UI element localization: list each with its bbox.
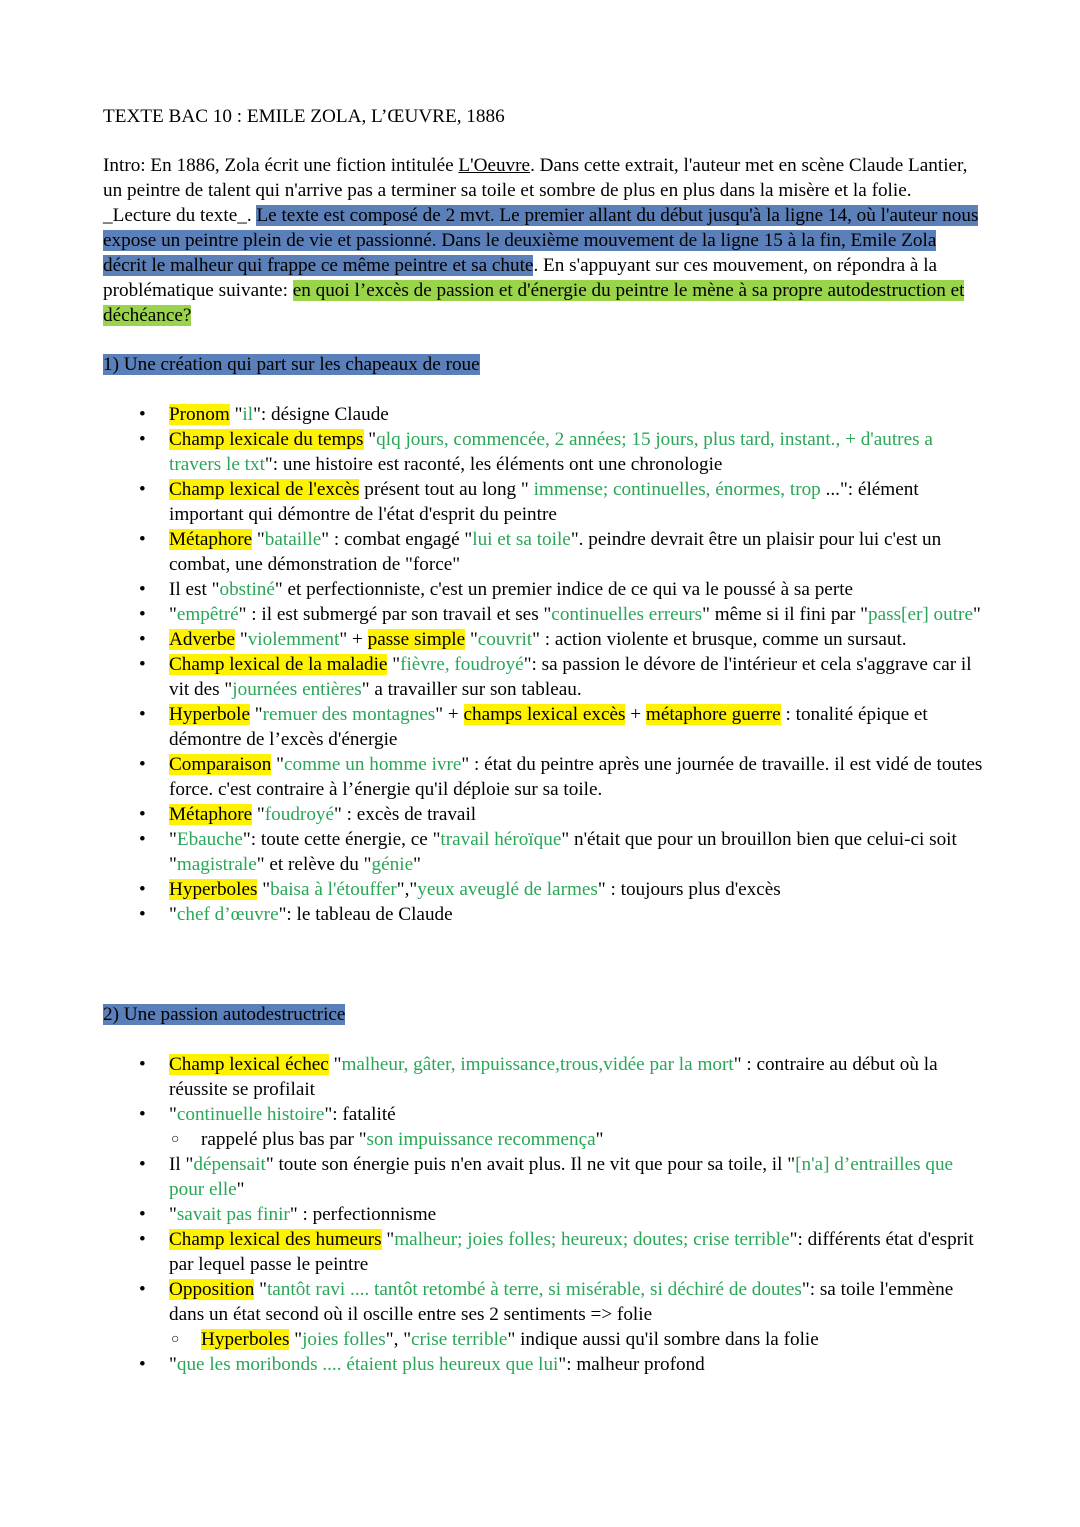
list-item [169,1352,983,1377]
sub-list-item [201,1127,983,1152]
quote: continuelle histoire [176,1104,325,1125]
text: " [465,629,478,650]
quote: obstiné [219,579,275,600]
text: " [381,1229,395,1250]
intro-text-1: Intro: En 1886, Zola écrit une fiction intitulée [103,155,459,176]
list-item [169,827,983,877]
quote: yeux aveuglé de larmes [417,879,598,900]
text: " et relève du " [256,854,372,875]
text: " [252,804,265,825]
text: " [363,429,377,450]
problematic-highlight: en quoi l’excès de passion et d'énergie du peintre le mène à sa propre autodestruction et déchéance? [103,280,965,326]
list-item [169,1202,983,1227]
text: " [250,704,263,725]
quote: il [242,404,254,425]
text: " [169,829,177,850]
quote: crise terrible [411,1329,508,1350]
list-item [169,627,983,652]
quote: pass[er] outre [868,604,973,625]
text: Il est " [169,579,220,600]
quote: lui et sa toile [472,529,571,550]
document-title: TEXTE BAC 10 : EMILE ZOLA, L’ŒUVRE, 1886 [103,106,505,127]
list-item [169,527,983,577]
text: " [169,1204,177,1225]
quote: malheur, gâter, impuissance,trous,vidée par la mort [341,1054,734,1075]
text: " [229,404,243,425]
list-item [169,702,983,752]
text: " : état du peintre après une journée de travaille. il est vidé de toutes force. c'est contraire à l’énergie qu'il déploie sur sa toile. [169,754,983,800]
term-highlight: Hyperbole [169,704,250,725]
quote: [n'a] d’entrailles que pour elle [169,1154,954,1200]
quote: chef d’œuvre [176,904,279,925]
text: " [289,1329,303,1350]
text: " même si il fini par " [702,604,869,625]
quote: travail héroïque [440,829,562,850]
term-highlight: Champ lexicale du temps [169,429,364,450]
text: " [972,604,981,625]
document-page [103,104,983,1377]
text: " n'était que pour un brouillon bien que celui-ci soit " [169,829,957,875]
sub-list [169,1327,983,1352]
sub-list [169,1127,983,1152]
list-item [169,1277,983,1352]
work-title: L'Oeuvre [458,155,531,176]
text: " [169,1104,177,1125]
intro-text-2: . Dans cette extrait, l'auteur met en scène Claude Lantier, un peintre de talent qui n'arrive pas a terminer sa toile et sombre de plus en plus dans la misère et la folie. _Lecture du texte_. [103,155,968,226]
text: " [328,1054,342,1075]
text: " [271,754,284,775]
quote: malheur; joies folles; heureux; doutes; crise terrible [394,1229,790,1250]
sub-list-item [201,1327,983,1352]
text: présent tout au long " [359,479,534,500]
quote: comme un homme ivre [283,754,462,775]
term-highlight: Métaphore [169,529,253,550]
intro-plan-highlight: Le texte est composé de 2 mvt. Le premier allant du début jusqu'à la ligne 14, où l'auteur nous expose un peintre plein de vie et passionné. Dans le deuxième mouvement de la ligne 15 à la fin, Emile Zola décrit le malheur qui frappe ce même peintre et sa chute [103,205,979,276]
text: ": sa passion le dévore de l'intérieur et cela s'aggrave car il vit des " [169,654,972,700]
quote: que les moribonds .... étaient plus heureux que lui [176,1354,559,1375]
text: + [625,704,646,725]
list-item [169,1052,983,1102]
quote: son impuissance recommença [366,1129,596,1150]
term-highlight: Champ lexical des humeurs [169,1229,382,1250]
quote: savait pas finir [176,1204,290,1225]
text: Il " [169,1154,194,1175]
quote: baisa à l'étouffer [270,879,397,900]
term-highlight: Champ lexical échec [169,1054,329,1075]
section-2-list [103,1052,983,1377]
term-highlight: champs lexical excès [463,704,626,725]
term-highlight: Comparaison [169,754,272,775]
text: " a travailler sur son tableau. [361,679,582,700]
text: rappelé plus bas par " [201,1129,367,1150]
section-2-heading: 2) Une passion autodestructrice [103,1004,346,1025]
text: ...": élément important qui démontre de l'état d'esprit du peintre [169,479,919,525]
text: " : il est submergé par son travail et ses " [238,604,552,625]
list-item [169,802,983,827]
list-item [169,402,983,427]
text: "," [396,879,418,900]
text: " indique aussi qu'il sombre dans la folie [507,1329,819,1350]
quote: qlq jours, commencée, 2 années; 15 jours, plus tard, instant., + d'autres a travers le txt [169,429,933,475]
text: ": différents état d'esprit par lequel passe le peintre [169,1229,974,1275]
text: " [254,1279,267,1300]
quote: couvrit [477,629,533,650]
quote: joies folles [302,1329,386,1350]
quote: continuelles erreurs [551,604,703,625]
text: " [413,854,421,875]
list-item [169,652,983,702]
term-highlight: Champ lexical de la maladie [169,654,388,675]
term-highlight: Champ lexical de l'excès [169,479,360,500]
term-highlight: Adverbe [169,629,236,650]
term-highlight: passe simple [367,629,466,650]
text: " : perfectionnisme [289,1204,437,1225]
spacer [103,927,983,1002]
text: ": fatalité [324,1104,396,1125]
term-highlight: Hyperboles [169,879,258,900]
quote: remuer des montagnes [262,704,436,725]
list-item [169,752,983,802]
text: ": toute cette énergie, ce " [242,829,441,850]
quote: fièvre, foudroyé [400,654,524,675]
text: " : action violente et brusque, comme un sursaut. [532,629,907,650]
quote: violemment [247,629,340,650]
intro-paragraph [103,153,983,328]
term-highlight: Opposition [169,1279,255,1300]
section-1-list [103,402,983,927]
text: ". peindre devrait être un plaisir pour lui c'est un combat, une démonstration de "force" [169,529,942,575]
term-highlight: Métaphore [169,804,253,825]
text: " : contraire au début où la réussite se profilait [169,1054,938,1100]
list-item [169,877,983,902]
quote: foudroyé [264,804,335,825]
text: ": une histoire est raconté, les éléments ont une chronologie [264,454,723,475]
text: : tonalité épique et démontre de l’excès d'énergie [169,704,928,750]
text: " toute son énergie puis n'en avait plus. Il ne vit que pour sa toile, il " [265,1154,796,1175]
text: " : combat engagé " [321,529,473,550]
list-item [169,1227,983,1277]
section-1-heading-row [103,352,983,377]
list-item [169,477,983,527]
quote: magistrale [176,854,257,875]
text: " et perfectionniste, c'est un premier indice de ce qui va le poussé à sa perte [274,579,854,600]
text: " [595,1129,604,1150]
list-item [169,427,983,477]
quote: immense; continuelles, énormes, trop [533,479,821,500]
quote: empêtré [176,604,239,625]
text: " [169,1354,177,1375]
quote: tantôt ravi .... tantôt retombé à terre, si misérable, si déchiré de doutes [266,1279,802,1300]
text: " [235,629,248,650]
list-item [169,577,983,602]
text: ": le tableau de Claude [278,904,453,925]
list-item [169,1102,983,1152]
term-highlight: Hyperboles [201,1329,290,1350]
quote: dépensait [193,1154,266,1175]
section-2-heading-row [103,1002,983,1027]
text: " [257,879,271,900]
text: ": sa toile l'emmène dans un état second où il oscille entre ses 2 sentiments => folie [169,1279,954,1325]
list-item [169,902,983,927]
text: " [169,604,177,625]
text: ": malheur profond [558,1354,705,1375]
text: " [387,654,401,675]
section-1-heading: 1) Une création qui part sur les chapeaux de roue [103,354,480,375]
term-highlight: Pronom [169,404,230,425]
text: " : toujours plus d'excès [597,879,781,900]
quote: journées entières [232,679,362,700]
text: " [252,529,265,550]
quote: génie [371,854,414,875]
text: " : excès de travail [334,804,477,825]
text: " [236,1179,245,1200]
text: " [169,904,177,925]
term-highlight: métaphore guerre [645,704,781,725]
text: " + [339,629,368,650]
list-item [169,602,983,627]
intro-text-3: . En s'appuyant sur ces mouvement, on répondra à la problématique suivante: [103,255,938,301]
text: ": désigne Claude [253,404,389,425]
quote: bataille [264,529,322,550]
text: ", " [385,1329,412,1350]
quote: Ebauche [176,829,243,850]
list-item [169,1152,983,1202]
text: " + [435,704,464,725]
